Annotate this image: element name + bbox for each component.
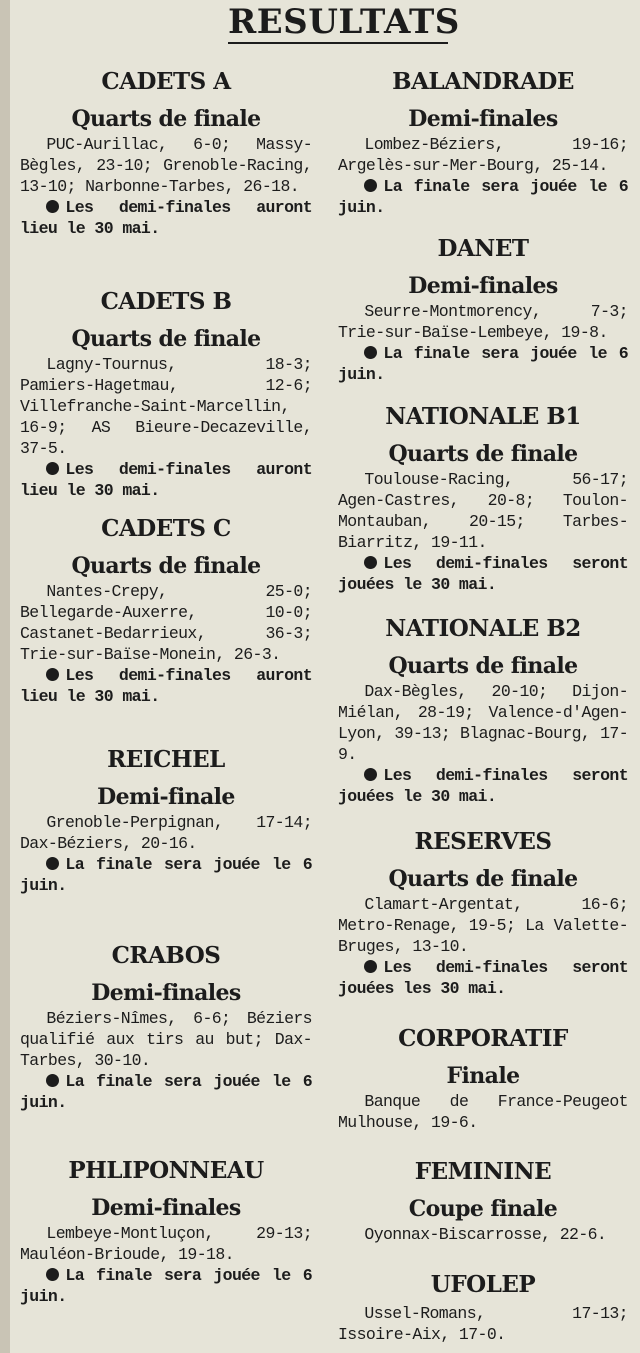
section-crabos <box>20 942 312 1113</box>
bullet-icon <box>364 346 377 359</box>
clipping-edge <box>0 0 10 1353</box>
section-note: Les demi-finales seront jouées le 30 mai. <box>338 766 628 806</box>
section-heading: FEMININE <box>414 1158 552 1185</box>
section-nationale-b2 <box>338 615 628 807</box>
section-reserves <box>338 828 628 999</box>
section-note: La finale sera jouée le 6 juin. <box>20 1072 312 1112</box>
section-note: La finale sera jouée le 6 juin. <box>338 177 628 217</box>
section-results: Toulouse-Racing, 56-17; Agen-Castres, 20-8; Toulon-Montauban, 20-15; Tarbes-Biarritz, 19-11. <box>338 470 628 552</box>
section-ufolep <box>338 1271 628 1345</box>
section-note: La finale sera jouée le 6 juin. <box>20 1266 312 1306</box>
section-reichel <box>20 746 312 896</box>
section-heading: CRABOS <box>111 942 221 969</box>
section-cadets-a <box>20 68 312 239</box>
section-cadets-c <box>20 515 312 707</box>
section-results: Lagny-Tournus, 18-3; Pamiers-Hagetmau, 12-6; Villefranche-Saint-Marcellin, 16-9; AS Bieure-Decazeville, 37-5. <box>20 355 312 458</box>
section-round: Demi-finales <box>91 980 241 1006</box>
section-results: Dax-Bègles, 20-10; Dijon-Miélan, 28-19; Valence-d'Agen-Lyon, 39-13; Blagnac-Bourg, 17-9. <box>338 682 628 764</box>
bullet-icon <box>46 200 59 213</box>
section-heading: UFOLEP <box>430 1271 536 1298</box>
section-heading: CADETS A <box>101 68 231 95</box>
section-danet <box>338 235 628 385</box>
section-balandrade <box>338 68 628 218</box>
section-results: Lembeye-Montluçon, 29-13; Mauléon-Brioude, 19-18. <box>20 1224 312 1264</box>
section-heading: PHLIPONNEAU <box>68 1157 264 1184</box>
section-note: Les demi-finales auront lieu le 30 mai. <box>20 666 312 706</box>
section-round: Quarts de finale <box>388 441 578 467</box>
section-round: Quarts de finale <box>388 653 578 679</box>
section-results: Béziers-Nîmes, 6-6; Béziers qualifié aux tirs au but; Dax-Tarbes, 30-10. <box>20 1009 312 1070</box>
page-title: RESULTATS <box>228 2 460 42</box>
section-results: Banque de France-Peugeot Mulhouse, 19-6. <box>338 1092 628 1132</box>
section-results: PUC-Aurillac, 6-0; Massy-Bègles, 23-10; Grenoble-Racing, 13-10; Narbonne-Tarbes, 26-18. <box>20 135 312 196</box>
section-results: Oyonnax-Biscarrosse, 22-6. <box>364 1225 607 1244</box>
masthead <box>228 2 460 44</box>
section-results: Clamart-Argentat, 16-6; Metro-Renage, 19-5; La Valette-Bruges, 13-10. <box>338 895 628 956</box>
section-note: La finale sera jouée le 6 juin. <box>338 344 628 384</box>
bullet-icon <box>46 462 59 475</box>
bullet-icon <box>46 1074 59 1087</box>
section-round: Quarts de finale <box>71 106 261 132</box>
section-heading: REICHEL <box>107 746 225 773</box>
section-corporatif <box>338 1025 628 1133</box>
bullet-icon <box>364 179 377 192</box>
section-heading: BALANDRADE <box>392 68 574 95</box>
section-note: Les demi-finales seront jouées le 30 mai. <box>338 554 628 594</box>
title-underline <box>228 42 448 44</box>
section-note: La finale sera jouée le 6 juin. <box>20 855 312 895</box>
section-round: Demi-finales <box>408 273 558 299</box>
bullet-icon <box>364 960 377 973</box>
section-note: Les demi-finales auront lieu le 30 mai. <box>20 460 312 500</box>
bullet-icon <box>46 1268 59 1281</box>
section-round: Demi-finale <box>97 784 235 810</box>
section-heading: DANET <box>437 235 529 262</box>
section-heading: CADETS C <box>101 515 231 542</box>
section-heading: NATIONALE B2 <box>385 615 581 642</box>
bullet-icon <box>364 768 377 781</box>
bullet-icon <box>364 556 377 569</box>
section-heading: CADETS B <box>100 288 232 315</box>
section-round: Quarts de finale <box>71 326 261 352</box>
section-note: Les demi-finales auront lieu le 30 mai. <box>20 198 312 238</box>
section-round: Demi-finales <box>408 106 558 132</box>
section-note: Les demi-finales seront jouées les 30 mai. <box>338 958 628 998</box>
section-round: Finale <box>446 1063 520 1089</box>
bullet-icon <box>46 857 59 870</box>
section-round: Coupe finale <box>408 1196 558 1222</box>
section-results: Ussel-Romans, 17-13; Issoire-Aix, 17-0. <box>338 1304 628 1344</box>
section-heading: NATIONALE B1 <box>385 403 581 430</box>
section-nationale-b1 <box>338 403 628 595</box>
section-feminine <box>338 1158 628 1245</box>
section-round: Demi-finales <box>91 1195 241 1221</box>
section-results: Seurre-Montmorency, 7-3; Trie-sur-Baïse-Lembeye, 19-8. <box>338 302 628 342</box>
section-results: Grenoble-Perpignan, 17-14; Dax-Béziers, 20-16. <box>20 813 312 853</box>
section-cadets-b <box>20 288 312 501</box>
section-heading: CORPORATIF <box>398 1025 568 1052</box>
section-heading: RESERVES <box>414 828 552 855</box>
section-phliponneau <box>20 1157 312 1307</box>
section-round: Quarts de finale <box>71 553 261 579</box>
section-results: Lombez-Béziers, 19-16; Argelès-sur-Mer-Bourg, 25-14. <box>338 135 628 175</box>
section-round: Quarts de finale <box>388 866 578 892</box>
section-results: Nantes-Crepy, 25-0; Bellegarde-Auxerre, 10-0; Castanet-Bedarrieux, 36-3; Trie-sur-Baïse-Monein, 26-3. <box>20 582 312 664</box>
bullet-icon <box>46 668 59 681</box>
